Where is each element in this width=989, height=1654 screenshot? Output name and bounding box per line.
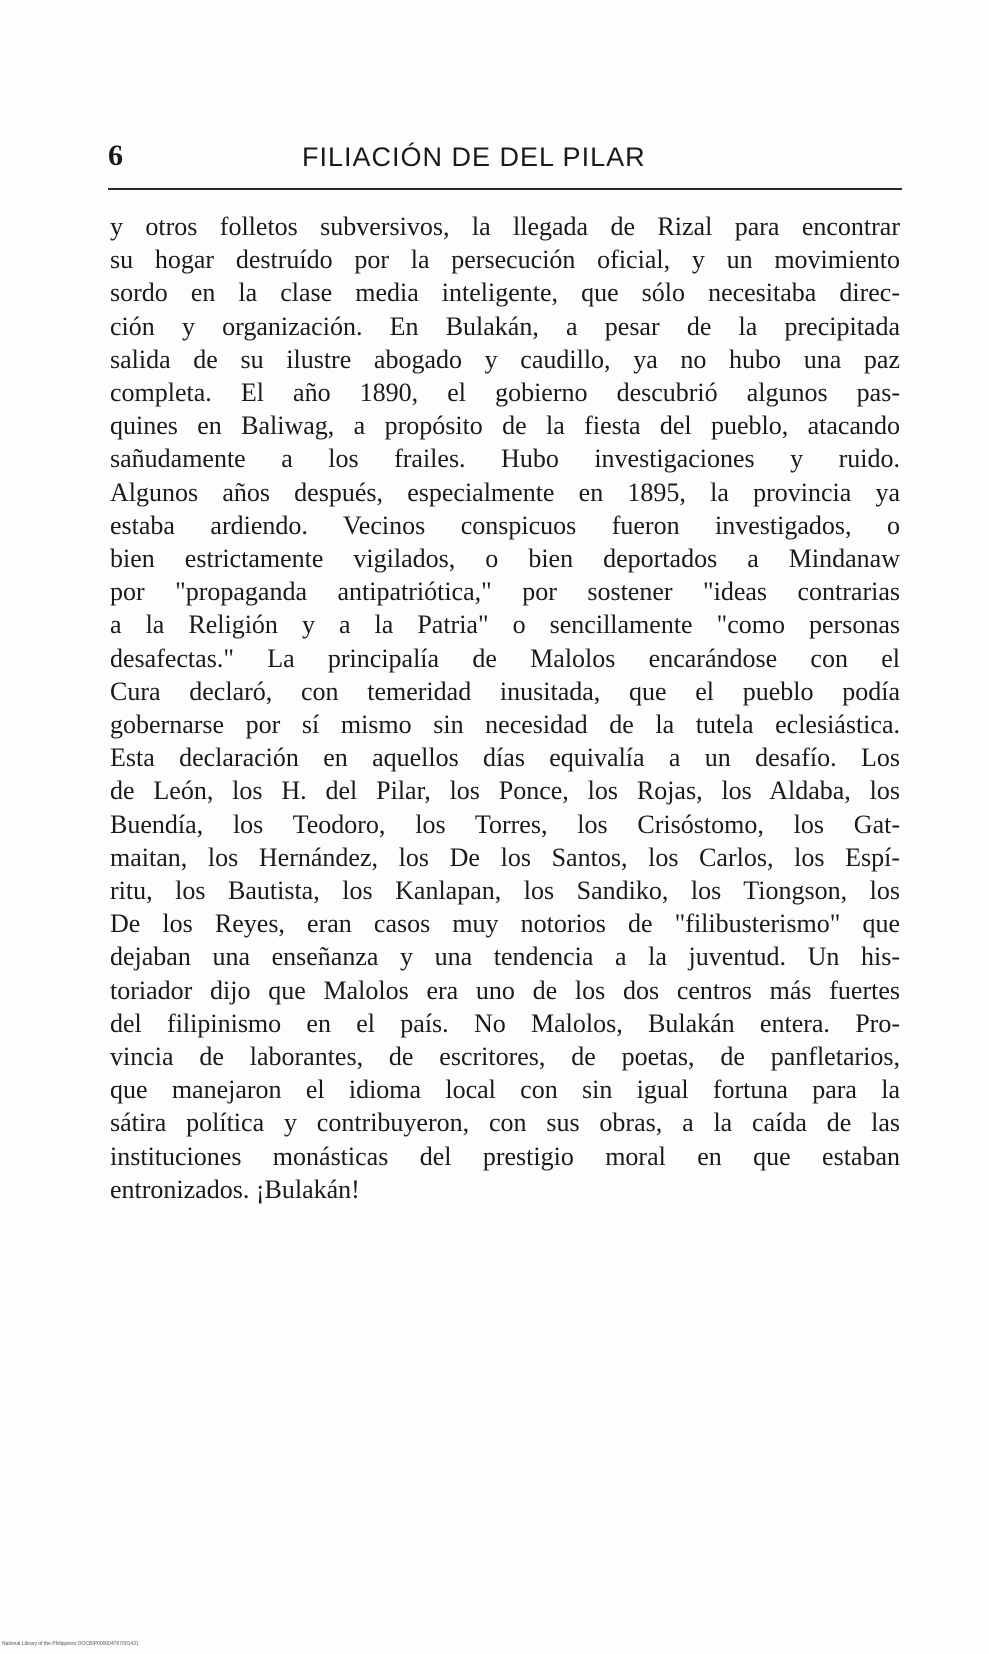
text-line: de León, los H. del Pilar, los Ponce, los Rojas, los Aldaba, los <box>110 776 900 806</box>
text-line: entronizados. ¡Bulakán! <box>110 1174 360 1204</box>
text-line: maitan, los Hernández, los De los Santos, los Carlos, los Espí- <box>110 842 900 872</box>
text-line: vincia de laborantes, de escritores, de poetas, de panfletarios, <box>110 1042 900 1072</box>
text-line: bien estrictamente vigilados, o bien deportados a Mindanaw <box>110 544 900 574</box>
text-line: del filipinismo en el país. No Malolos, Bulakán entera. Pro- <box>110 1008 900 1038</box>
text-line: salida de su ilustre abogado y caudillo, ya no hubo una paz <box>110 344 900 374</box>
text-line: desafectas." La principalía de Malolos encarándose con el <box>110 643 900 673</box>
text-line: ción y organización. En Bulakán, a pesar de la precipitada <box>110 311 900 341</box>
text-line: quines en Baliwag, a propósito de la fiesta del pueblo, atacando <box>110 411 900 441</box>
text-line: gobernarse por sí mismo sin necesidad de la tutela eclesiástica. <box>110 710 900 740</box>
text-line: De los Reyes, eran casos muy notorios de "filibusterismo" que <box>110 909 900 939</box>
text-line: ritu, los Bautista, los Kanlapan, los Sandiko, los Tiongson, los <box>110 876 900 906</box>
text-line: que manejaron el idioma local con sin igual fortuna para la <box>110 1075 900 1105</box>
header-rule <box>108 188 902 190</box>
scan-footer-note: National Library of the Philippines DOCBIP000004767001431 <box>2 1641 139 1647</box>
text-line: completa. El año 1890, el gobierno descubrió algunos pas- <box>110 378 900 408</box>
text-line: dejaban una enseñanza y una tendencia a la juventud. Un his- <box>110 942 900 972</box>
running-title: FILIACIÓN DE DEL PILAR <box>302 142 646 172</box>
text-line: su hogar destruído por la persecución oficial, y un movimiento <box>110 245 900 275</box>
text-line: Cura declaró, con temeridad inusitada, que el pueblo podía <box>110 676 900 706</box>
text-line: Algunos años después, especialmente en 1895, la provincia ya <box>110 477 900 507</box>
body-paragraph <box>110 210 900 1206</box>
text-line: estaba ardiendo. Vecinos conspicuos fueron investigados, o <box>110 510 900 540</box>
text-line: Buendía, los Teodoro, los Torres, los Crisóstomo, los Gat- <box>110 809 900 839</box>
text-line: sañudamente a los frailes. Hubo investigaciones y ruido. <box>110 444 900 474</box>
text-line: sordo en la clase media inteligente, que sólo necesitaba direc- <box>110 278 900 308</box>
text-line: a la Religión y a la Patria" o sencillamente "como personas <box>110 610 900 640</box>
text-line: toriador dijo que Malolos era uno de los dos centros más fuertes <box>110 975 900 1005</box>
text-line: Esta declaración en aquellos días equivalía a un desafío. Los <box>110 743 900 773</box>
page-number: 6 <box>108 139 123 172</box>
text-line: sátira política y contribuyeron, con sus obras, a la caída de las <box>110 1108 900 1138</box>
text-line: por "propaganda antipatriótica," por sostener "ideas contrarias <box>110 577 900 607</box>
text-line: y otros folletos subversivos, la llegada de Rizal para encontrar <box>110 212 900 241</box>
running-head <box>108 138 902 178</box>
text-line: instituciones monásticas del prestigio moral en que estaban <box>110 1141 900 1171</box>
